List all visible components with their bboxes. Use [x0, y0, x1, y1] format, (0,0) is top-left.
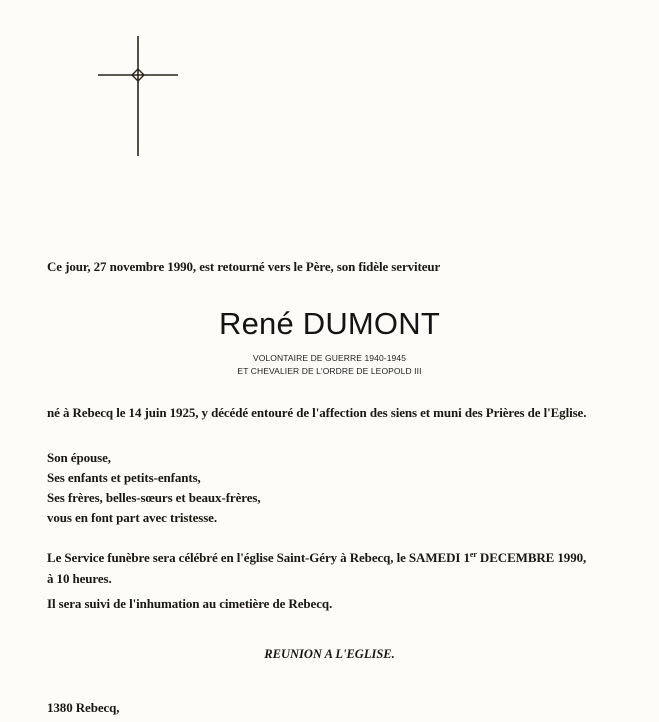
- family-line: Ses frères, belles-sœurs et beaux-frères,: [47, 490, 261, 505]
- birth-text: né à Rebecq le 14 juin 1925, y décédé entouré de l'affection des siens et muni des Prières de l'Eglise.: [47, 405, 587, 420]
- deceased-name: René DUMONT: [219, 306, 440, 341]
- family-line: Son épouse,: [47, 450, 111, 465]
- family-line: vous en font part avec tristesse.: [47, 510, 218, 525]
- cross-icon: [96, 36, 180, 158]
- intro-text: Ce jour, 27 novembre 1990, est retourné vers le Père, son fidèle serviteur: [47, 259, 441, 274]
- service-text-main: Le Service funèbre sera célébré en l'église Saint-Géry à Rebecq, le SAMEDI 1: [47, 550, 470, 565]
- family-line: Ses enfants et petits-enfants,: [47, 470, 201, 485]
- reunion-text: REUNION A L'EGLISE.: [264, 647, 395, 661]
- title-line-2: ET CHEVALIER DE L'ORDRE DE LEOPOLD III: [237, 366, 422, 376]
- service-text: [47, 550, 586, 566]
- service-text-date: DECEMBRE 1990,: [476, 550, 587, 565]
- title-line-1: VOLONTAIRE DE GUERRE 1940-1945: [252, 353, 407, 363]
- address-text: 1380 Rebecq,: [47, 700, 120, 715]
- service-time: à 10 heures.: [47, 571, 112, 586]
- service-ordinal: er: [469, 550, 477, 559]
- burial-text: Il sera suivi de l'inhumation au cimetière de Rebecq.: [47, 596, 333, 611]
